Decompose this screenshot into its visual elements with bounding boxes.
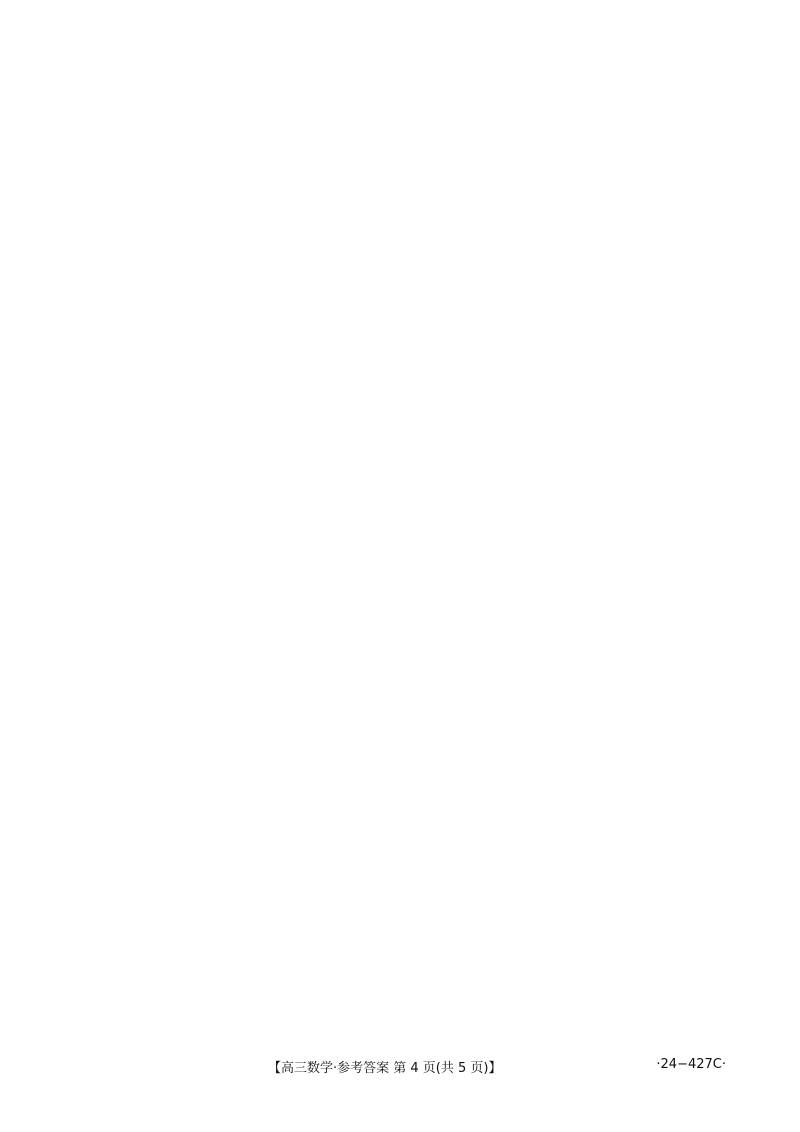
footer-exam-code: ·24−427C·: [656, 1057, 726, 1072]
page-footer: [0, 1057, 800, 1079]
footer-page-info: 【高三数学·参考答案 第 4 页(共 5 页)】: [268, 1061, 502, 1076]
